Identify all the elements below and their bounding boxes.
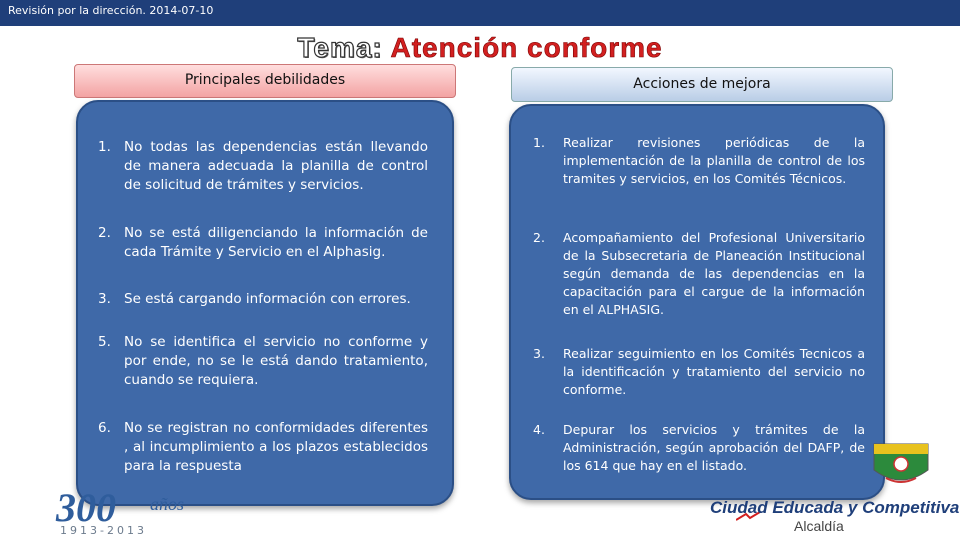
item-number: 4.: [533, 422, 545, 437]
item-number: 6.: [98, 420, 111, 436]
weaknesses-panel: [76, 100, 454, 506]
item-text: Acompañamiento del Profesional Universitario de la Subsecretaria de Planeación Institucional según demanda de las dependencias en la capacitación para el cargue de la información en el ALPHASIG.: [563, 230, 865, 317]
improvement-item: [533, 345, 865, 399]
item-text: Depurar los servicios y trámites de la Administración, según aprobación del DAFP, de los 614 que hay en el listado.: [563, 422, 865, 473]
weakness-item: [98, 138, 428, 195]
alcaldia-label: Alcaldía: [794, 518, 844, 534]
title-prefix: Tema:: [297, 32, 383, 63]
weaknesses-header: Principales debilidades: [74, 64, 456, 98]
item-text: Realizar revisiones periódicas de la implementación de la planilla de control de los tramites y servicios, en los Comités Técnicos.: [563, 135, 865, 186]
logo-years: 1913-2013: [60, 524, 147, 537]
title-main: Atención conforme: [390, 32, 663, 63]
logo-anos: años: [150, 494, 185, 514]
page-title: [0, 32, 960, 64]
slogan: Ciudad Educada y Competitiva: [710, 498, 960, 517]
item-text: No se está diligenciando la información de cada Trámite y Servicio en el Alphasig.: [124, 225, 428, 260]
weakness-item: [98, 419, 428, 476]
improvement-item: [533, 229, 865, 319]
item-text: Realizar seguimiento en los Comités Tecnicos a la identificación y tratamiento del servicio no conforme.: [563, 346, 865, 397]
item-text: No todas las dependencias están llevando de manera adecuada la planilla de control de solicitud de trámites y servicios.: [124, 139, 428, 193]
crest-icon: [866, 440, 936, 488]
item-number: 1.: [98, 139, 111, 155]
weakness-item: [98, 333, 428, 390]
weakness-item: [98, 290, 438, 309]
item-number: 3.: [533, 346, 545, 361]
logo-number: 300: [56, 485, 116, 530]
item-text: No se registran no conformidades diferentes , al incumplimiento a los plazos establecidos para la respuesta: [124, 420, 428, 474]
improvement-item: [533, 134, 865, 188]
item-number: 2.: [98, 225, 111, 241]
alcaldia-logo: [706, 440, 960, 540]
improvements-header: Acciones de mejora: [511, 67, 893, 102]
item-text: No se identifica el servicio no conforme y por ende, no se le está dando tratamiento, cuando se requiera.: [124, 334, 428, 388]
top-bar: [0, 0, 960, 26]
item-text: Se está cargando información con errores.: [124, 291, 411, 307]
weakness-item: [98, 224, 428, 262]
item-number: 5.: [98, 334, 111, 350]
item-number: 2.: [533, 230, 545, 245]
centenary-logo: [56, 484, 226, 540]
item-number: 1.: [533, 135, 545, 150]
item-number: 3.: [98, 291, 111, 307]
top-label: Revisión por la dirección. 2014-07-10: [8, 4, 214, 17]
